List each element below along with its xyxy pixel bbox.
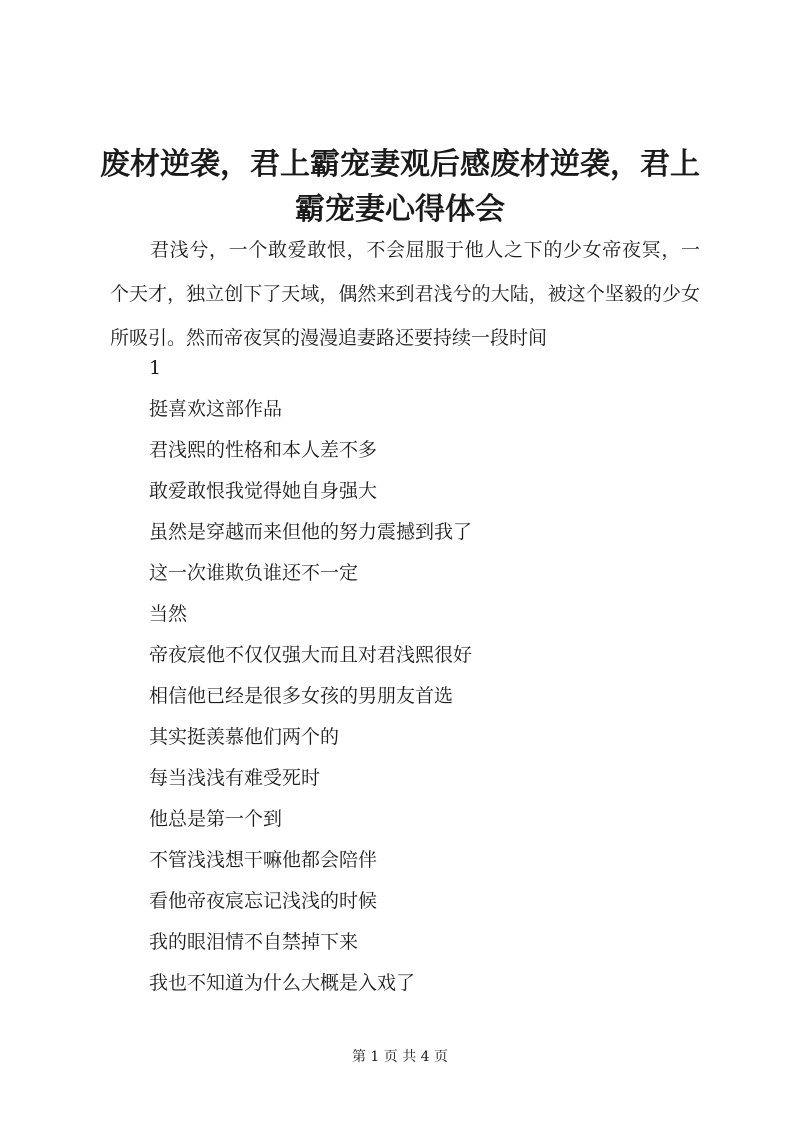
content-line: 我的眼泪情不自禁掉下来 [149,931,359,953]
content-line: 敢爱敢恨我觉得她自身强大 [149,480,378,502]
content-line: 帝夜宸他不仅仅强大而且对君浅熙很好 [149,644,473,666]
content-line: 每当浅浅有难受死时 [149,767,321,789]
content-line: 当然 [149,603,188,625]
content-lines [149,348,472,1004]
intro-paragraph: 君浅兮，一个敢爱敢恨，不会屈服于他人之下的少女帝夜冥，一个天才，独立创下了天域，偶然来到君浅兮的大陆，被这个坚毅的少女所吸引。然而帝夜冥的漫漫追妻路还要持续一段时间 [110,239,700,349]
content-line: 这一次谁欺负谁还不一定 [149,562,359,584]
content-line: 挺喜欢这部作品 [149,398,283,420]
content-line: 虽然是穿越而来但他的努力震撼到我了 [149,521,473,543]
content-line: 看他帝夜宸忘记浅浅的时候 [149,890,378,912]
content-line: 相信他已经是很多女孩的男朋友首选 [149,685,454,707]
content-line: 其实挺羡慕他们两个的 [149,726,340,748]
content-line: 不管浅浅想干嘛他都会陪伴 [149,849,378,871]
page-footer: 第 1 页 共 4 页 [351,1049,449,1065]
content-line: 我也不知道为什么大概是入戏了 [149,972,416,994]
content-line: 1 [149,357,162,379]
content-line: 君浅熙的性格和本人差不多 [149,439,378,461]
document-title: 废材逆袭，君上霸宠妻观后感废材逆袭，君上霸宠妻心得体会 [100,147,700,227]
content-line: 他总是第一个到 [149,808,283,830]
